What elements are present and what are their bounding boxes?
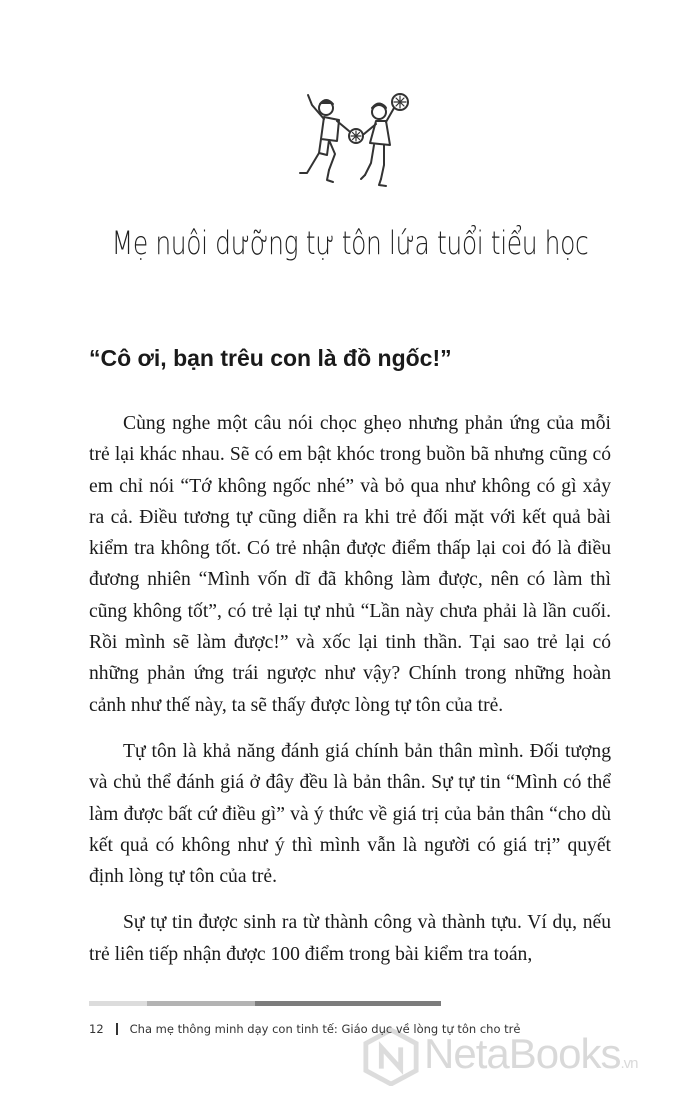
two-children-playing-icon [296, 90, 416, 195]
paragraph-2: Tự tôn là khả năng đánh giá chính bản thân mình. Đối tượng và chủ thể đánh giá ở đây đều là bản thân. Sự tự tin “Mình có thể làm được bất cứ điều gì” và ý thức về giá trị của bản thân “cho dù kết quả có không như ý thì mình vẫn là người có giá trị” quyết định lòng tự tôn của trẻ. [89, 740, 611, 888]
paragraph-3: Sự tự tin được sinh ra từ thành công và thành tựu. Ví dụ, nếu trẻ liên tiếp nhận được 100 điểm trong bài kiểm tra toán, [89, 912, 611, 965]
paragraph-1: Cùng nghe một câu nói chọc ghẹo nhưng phản ứng của mỗi trẻ lại khác nhau. Sẽ có em bật khóc trong buồn bã nhưng cũng có em chỉ nói “Tớ không ngốc nhé” và bỏ qua như không có gì xảy ra cả. Điều tương tự cũng diễn ra khi trẻ đối mặt với kết quả bài kiểm tra không tốt. Có trẻ nhận được điểm thấp lại coi đó là điều đương nhiên “Mình vốn dĩ đã không làm được, nên có làm thì cũng không tốt”, có trẻ lại tự nhủ “Lần này chưa phải là lần cuối. Rồi mình sẽ làm được!” và xốc lại tinh thần. Tại sao trẻ lại có những phản ứng trái ngược như vậy? Chính trong những hoàn cảnh như thế này, ta sẽ thấy được lòng tự tôn của trẻ. [89, 413, 611, 716]
section-heading: “Cô ơi, bạn trêu con là đồ ngốc!” [89, 345, 452, 371]
watermark-brand: NetaBooks [424, 1030, 621, 1077]
footer-divider [116, 1023, 118, 1035]
footer-bar-segment [89, 1001, 147, 1006]
footer-bar-segment [147, 1001, 255, 1006]
netabooks-logo-icon [362, 1028, 420, 1086]
watermark [362, 1024, 692, 1094]
watermark-text [424, 1030, 637, 1078]
book-title: Cha mẹ thông minh dạy con tinh tế: Giáo dục về lòng tự tôn cho trẻ [129, 1022, 521, 1036]
page-number: 12 [89, 1022, 104, 1036]
watermark-suffix: .vn [620, 1055, 638, 1072]
body-text [89, 408, 611, 985]
footer-bar-segment [255, 1001, 441, 1006]
chapter-title: Mẹ nuôi dưỡng tự tôn lứa tuổi tiểu học [111, 224, 589, 262]
